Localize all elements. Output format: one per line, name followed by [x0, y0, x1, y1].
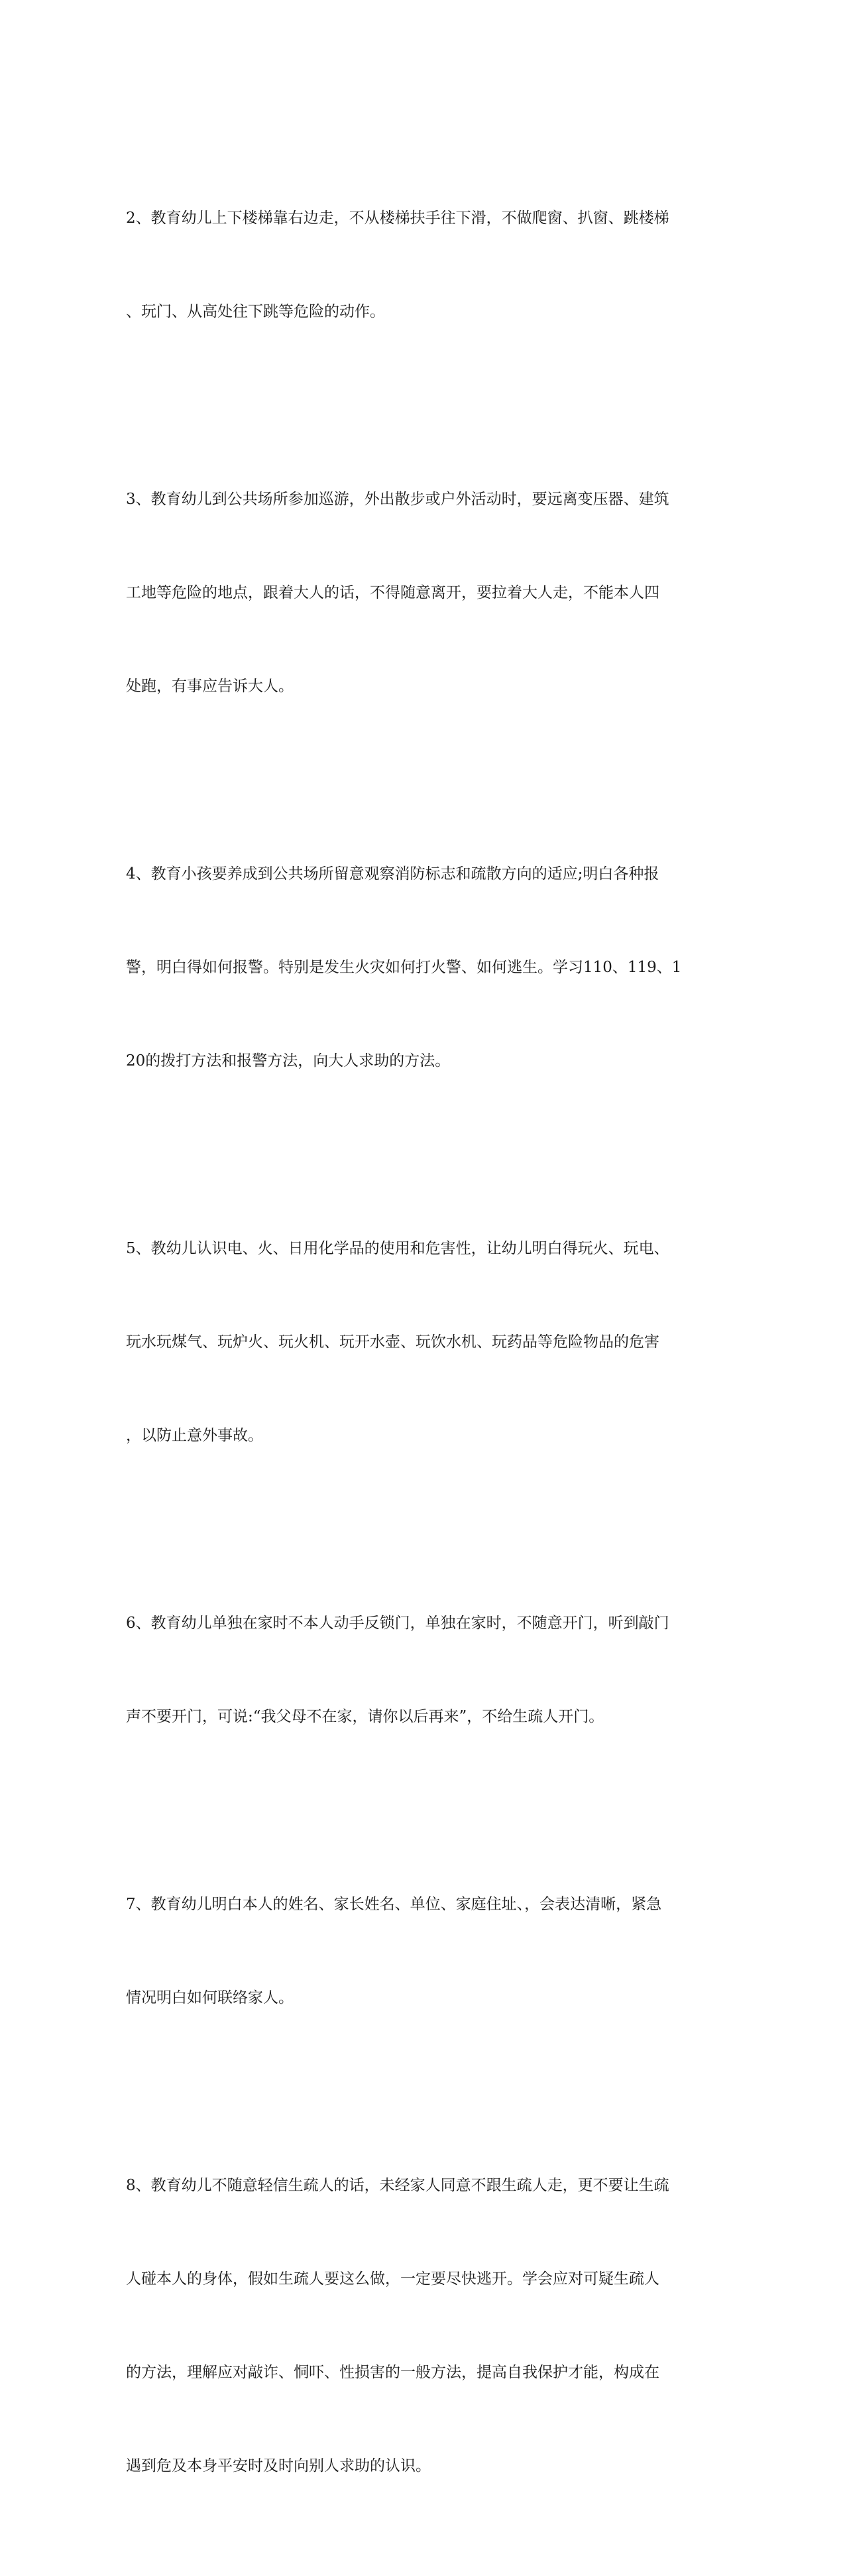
text-line: 遇到危及本身平安时及时向别人求助的认识。 [126, 2457, 431, 2475]
text-line: 8、教育幼儿不随意轻信生疏人的话，未经家人同意不跟生疏人走，更不要让生疏 [126, 2177, 669, 2194]
text-line: 4、教育小孩要养成到公共场所留意观察消防标志和疏散方向的适应;明白各种报 [126, 865, 659, 883]
paragraph-item-2 [126, 141, 722, 390]
paragraph-item-6 [126, 1546, 722, 1795]
text-line: 、玩门、从高处往下跳等危险的动作。 [126, 303, 385, 320]
text-line: 玩水玩煤气、玩炉火、玩火机、玩开水壶、玩饮水机、玩药品等危险物品的危害 [126, 1333, 659, 1351]
text-line: 人碰本人的身体，假如生疏人要这么做，一定要尽快逃开。学会应对可疑生疏人 [126, 2270, 659, 2288]
text-line: 20的拨打方法和报警方法，向大人求助的方法。 [126, 1052, 451, 1070]
text-line: 的方法，理解应对敲诈、恫吓、性损害的一般方法，提高自我保护才能，构成在 [126, 2364, 659, 2381]
text-line: 警，明白得如何报警。特别是发生火灾如何打火警、如何逃生。学习110、119、1 [126, 959, 682, 976]
text-line: 6、教育幼儿单独在家时不本人动手反锁门，单独在家时，不随意开门，听到敲门 [126, 1615, 669, 1632]
text-line: 声不要开门，可说:“我父母不在家，请你以后再来”，不给生疏人开门。 [126, 1708, 604, 1725]
text-line: 处跑，有事应告诉大人。 [126, 678, 294, 695]
text-line: 7、教育幼儿明白本人的姓名、家长姓名、单位、家庭住址、，会表达清晰，紧急 [126, 1896, 662, 1913]
text-line: ，以防止意外事故。 [126, 1427, 263, 1444]
text-line: 2、教育幼儿上下楼梯靠右边走，不从楼梯扶手往下滑，不做爬窗、扒窗、跳楼梯 [126, 210, 669, 227]
paragraph-item-7 [126, 1827, 722, 2076]
paragraph-item-4 [126, 796, 722, 1139]
paragraph-item-8 [126, 2108, 722, 2544]
paragraph-item-5 [126, 1171, 722, 1514]
paragraph-item-3 [126, 422, 722, 765]
text-line: 5、教幼儿认识电、火、日用化学品的使用和危害性，让幼儿明白得玩火、玩电、 [126, 1240, 669, 1257]
document-body [126, 141, 722, 2576]
text-line: 工地等危险的地点，跟着大人的话，不得随意离开，要拉着大人走，不能本人四 [126, 584, 659, 601]
text-line: 3、教育幼儿到公共场所参加巡游，外出散步或户外活动时，要远离变压器、建筑 [126, 491, 669, 508]
text-line: 情况明白如何联络家人。 [126, 1989, 294, 2006]
